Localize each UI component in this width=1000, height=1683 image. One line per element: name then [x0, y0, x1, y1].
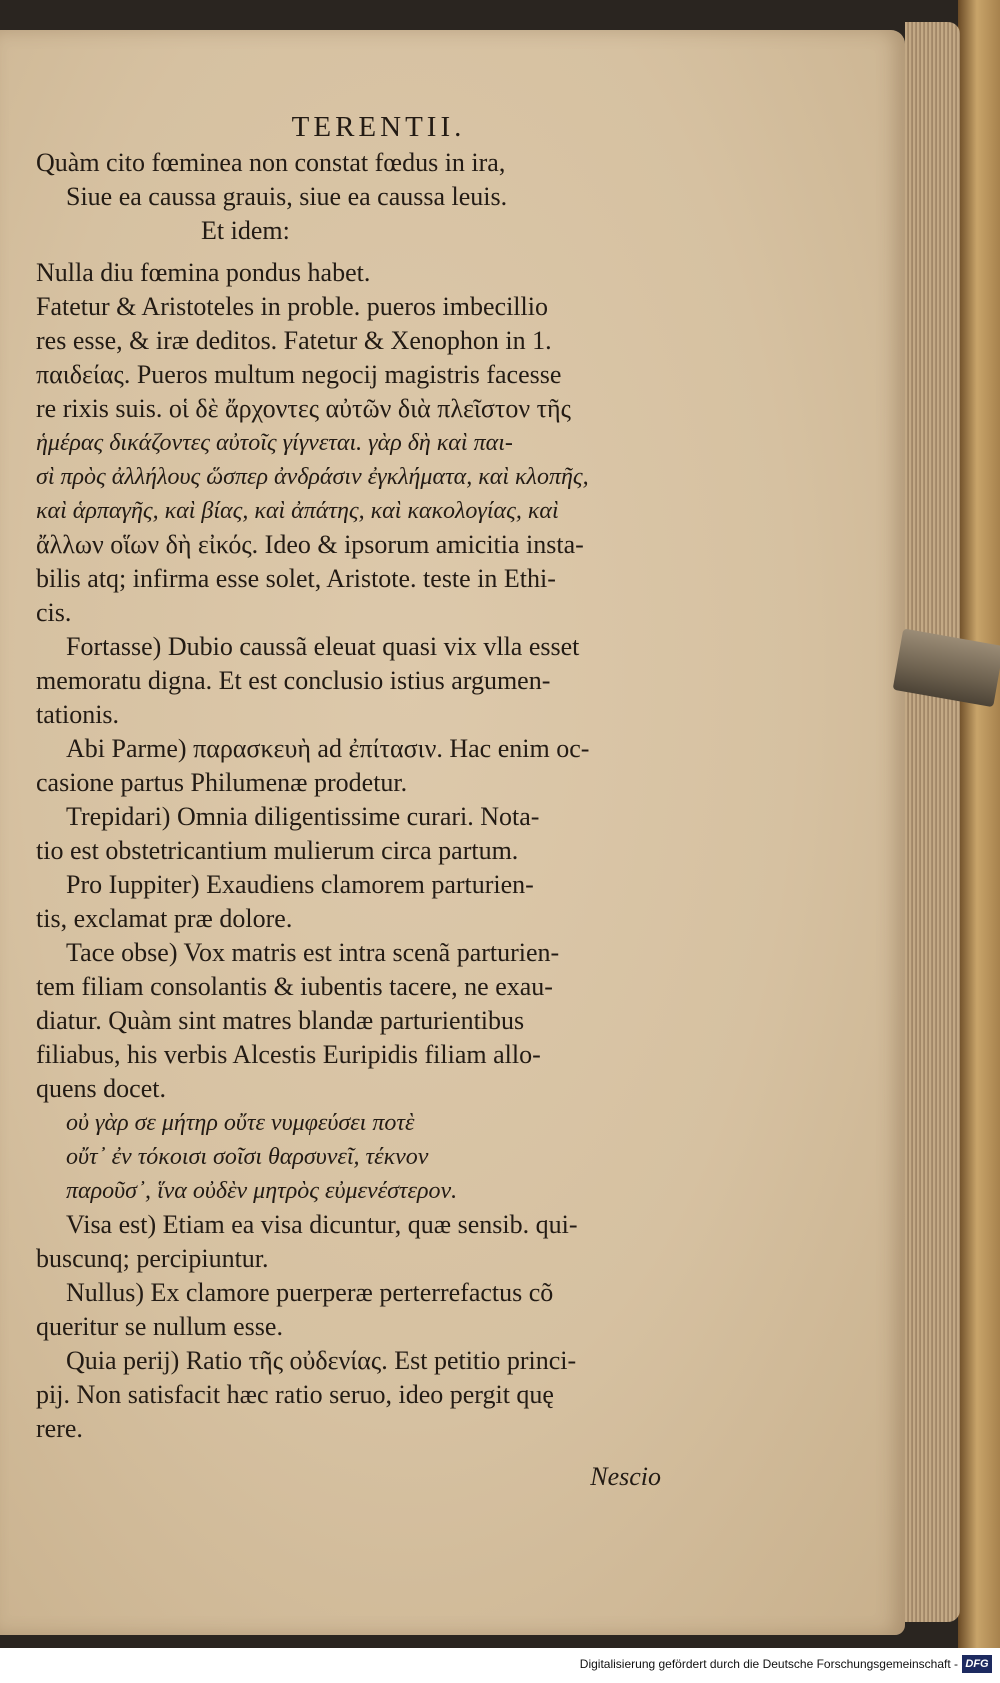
book-cover-edge: [958, 0, 1000, 1648]
text-line: Quàm cito fœminea non constat fœdus in ira,: [36, 148, 506, 177]
text-line: παιδείας. Pueros multum negocij magistris facesse: [36, 360, 562, 389]
footer-bar: [0, 1648, 1000, 1683]
text-line: Nullus) Ex clamore puerperæ perterrefactus cõ: [66, 1278, 554, 1307]
text-line: memoratu digna. Et est conclusio istius argumen-: [36, 666, 551, 695]
text-line: buscunq; percipiuntur.: [36, 1244, 269, 1273]
text-line: Nulla diu fœmina pondus habet.: [36, 258, 371, 287]
page-edges: [905, 22, 960, 1622]
dfg-logo: DFG: [962, 1655, 992, 1673]
text-line: rere.: [36, 1414, 83, 1443]
greek-verse-line: οὐ γὰρ σε μήτηρ οὔτε νυμφεύσει ποτὲ: [66, 1110, 415, 1136]
text-line: diatur. Quàm sint matres blandæ parturientibus: [36, 1006, 525, 1035]
text-line: Abi Parme) παρασκευὴ ad ἐπίτασιν. Hac enim oc-: [66, 734, 590, 763]
text-line: Trepidari) Omnia diligentissime curari. Nota-: [66, 802, 540, 831]
text-line: tio est obstetricantium mulierum circa partum.: [36, 836, 519, 865]
footer-credit: Digitalisierung gefördert durch die Deutsche Forschungsgemeinschaft -: [579, 1657, 958, 1671]
text-line: queritur se nullum esse.: [36, 1312, 283, 1341]
greek-verse-line: παροῦσ᾽, ἵνα οὐδὲν μητρὸς εὐμενέστερον.: [66, 1178, 458, 1204]
text-line: tem filiam consolantis & iubentis tacere, ne exau-: [36, 972, 553, 1001]
greek-line: ἡμέρας δικάζοντες αὐτοῖς γίγνεται. γὰρ δὴ καὶ παι-: [36, 430, 513, 456]
text-line: Siue ea caussa grauis, siue ea caussa leuis.: [66, 182, 508, 211]
text-line: Tace obse) Vox matris est intra scenã parturien-: [66, 938, 560, 967]
text-line: pij. Non satisfacit hæc ratio seruo, ideo pergit quę: [36, 1380, 554, 1409]
text-line: quens docet.: [36, 1074, 166, 1103]
text-line: res esse, & iræ deditos. Fatetur & Xenophon in 1.: [36, 326, 552, 355]
text-line: Fortasse) Dubio caussã eleuat quasi vix vlla esset: [66, 632, 580, 661]
greek-line: σὶ πρὸς ἀλλήλους ὥσπερ ἀνδράσιν ἐγκλήματα, καὶ κλοπῆς,: [36, 464, 589, 490]
text-line: ἄλλων οἵων δὴ εἰκός. Ideo & ipsorum amicitia insta-: [36, 530, 584, 559]
text-line: Quia perij) Ratio τῆς οὐδενίας. Est petitio princi-: [66, 1346, 577, 1375]
text-line: filiabus, his verbis Alcestis Euripidis filiam allo-: [36, 1040, 541, 1069]
text-line: Fatetur & Aristoteles in proble. pueros imbecillio: [36, 292, 548, 321]
page-text: [36, 110, 661, 1494]
text-line: Pro Iuppiter) Exaudiens clamorem parturien-: [66, 870, 534, 899]
catchword: Nescio: [590, 1462, 661, 1491]
running-head: TERENTII.: [291, 111, 466, 143]
text-line: Visa est) Etiam ea visa dicuntur, quæ sensib. qui-: [66, 1210, 578, 1239]
text-line: casione partus Philumenæ prodetur.: [36, 768, 408, 797]
text-line: Et idem:: [201, 216, 290, 245]
text-line: re rixis suis. οἱ δὲ ἄρχοντες αὐτῶν διὰ πλεῖστον τῆς: [36, 394, 571, 423]
text-line: tationis.: [36, 700, 120, 729]
greek-line: καὶ ἁρπαγῆς, καὶ βίας, καὶ ἀπάτης, καὶ κακολογίας, καὶ: [36, 498, 559, 524]
greek-verse-line: οὔτ᾽ ἐν τόκοισι σοῖσι θαρσυνεῖ, τέκνον: [66, 1144, 429, 1170]
text-line: tis, exclamat præ dolore.: [36, 904, 293, 933]
text-line: bilis atq; infirma esse solet, Aristote. teste in Ethi-: [36, 564, 556, 593]
text-line: cis.: [36, 598, 72, 627]
